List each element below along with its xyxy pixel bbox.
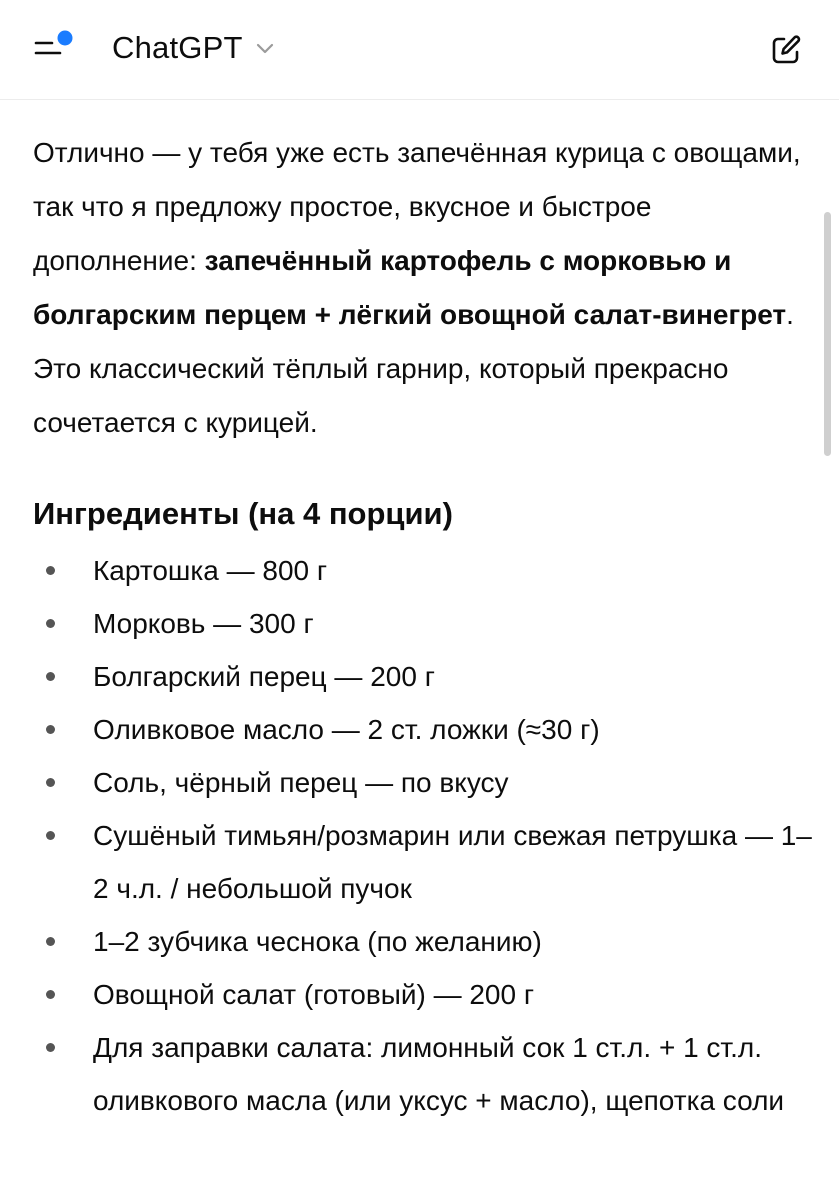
- list-item-text: Для заправки салата: лимонный сок 1 ст.л. + 1 ст.л. оливкового масла (или уксус + масло), щепотка соли: [93, 1032, 785, 1116]
- list-item: [33, 1021, 813, 1127]
- list-item-text: 1–2 зубчика чеснока (по желанию): [93, 926, 542, 957]
- list-item: [33, 756, 813, 809]
- list-item: [33, 915, 813, 968]
- sidebar-menu-icon[interactable]: [30, 28, 78, 68]
- list-item-text: Соль, чёрный перец — по вкусу: [93, 767, 509, 798]
- app-title: ChatGPT: [112, 30, 243, 65]
- list-item-text: Картошка — 800 г: [93, 555, 328, 586]
- list-item: [33, 544, 813, 597]
- list-item: [33, 650, 813, 703]
- list-item-text: Овощной салат (готовый) — 200 г: [93, 979, 535, 1010]
- bullet-icon: [46, 831, 55, 840]
- bullet-icon: [46, 937, 55, 946]
- chevron-down-icon: [255, 41, 275, 60]
- list-item: [33, 703, 813, 756]
- list-item: [33, 809, 813, 915]
- bullet-icon: [46, 566, 55, 575]
- list-item-text: Морковь — 300 г: [93, 608, 314, 639]
- intro-text-start: Отлично — у тебя уже есть запечённая курица с овощами, так что я предложу простое, вкусное и быстрое дополнение:: [33, 137, 801, 276]
- intro-paragraph: [33, 126, 813, 450]
- bullet-icon: [46, 990, 55, 999]
- new-chat-edit-icon[interactable]: [764, 28, 808, 72]
- ingredients-list: [33, 544, 813, 1127]
- list-item-text: Сушёный тимьян/розмарин или свежая петрушка — 1–2 ч.л. / небольшой пучок: [93, 820, 812, 904]
- top-bar: [0, 0, 839, 100]
- model-selector[interactable]: [112, 26, 275, 70]
- bullet-icon: [46, 619, 55, 628]
- intro-text-bold: запечённый картофель с морковью и болгарским перцем + лёгкий овощной салат-винегрет: [33, 245, 787, 330]
- list-item-text: Болгарский перец — 200 г: [93, 661, 435, 692]
- intro-text-end: . Это классический тёплый гарнир, который прекрасно сочетается с курицей.: [33, 299, 794, 438]
- bullet-icon: [46, 672, 55, 681]
- scrollbar-thumb[interactable]: [824, 212, 831, 456]
- assistant-message: [33, 126, 813, 1127]
- bullet-icon: [46, 725, 55, 734]
- bullet-icon: [46, 1043, 55, 1052]
- list-item: [33, 597, 813, 650]
- bullet-icon: [46, 778, 55, 787]
- list-item: [33, 968, 813, 1021]
- ingredients-heading: Ингредиенты (на 4 порции): [33, 496, 453, 531]
- list-item-text: Оливковое масло — 2 ст. ложки (≈30 г): [93, 714, 600, 745]
